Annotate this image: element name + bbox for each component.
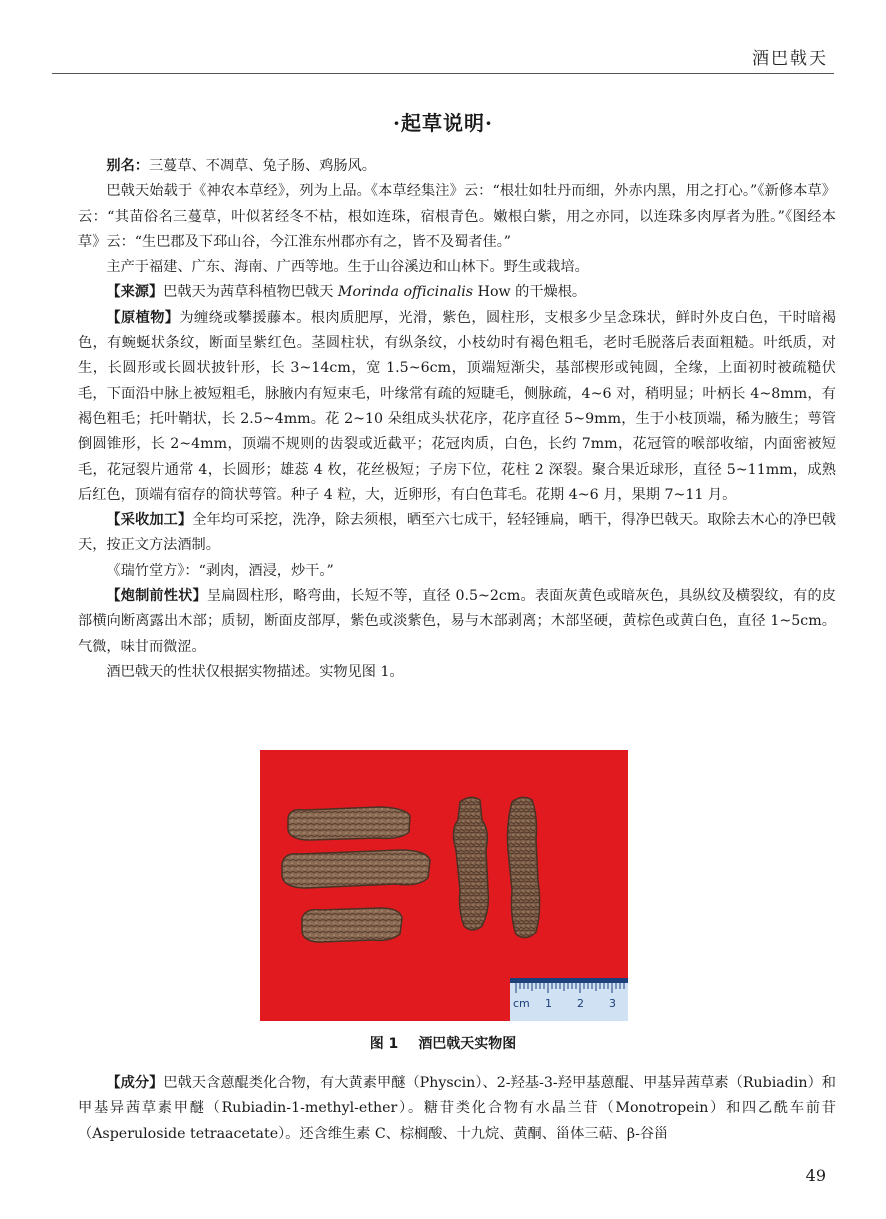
harvest-text: 全年均可采挖，洗净，除去须根，晒至六七成干，轻轻锤扁，晒干，得净巴戟天。取除去木心的净巴戟天，按正文方法酒制。 (78, 512, 836, 554)
main-body (78, 154, 836, 685)
specimen-photo (260, 750, 628, 1021)
component-paragraph (78, 1071, 836, 1147)
component-label: 【成分】 (106, 1075, 164, 1091)
ruler (510, 978, 628, 1021)
component-text: 巴戟天含蒽醌类化合物，有大黄素甲醚（Physcin）、2-羟基-3-羟甲基蒽醌、甲基异茜草素（Rubiadin）和甲基异茜草素甲醚（Rubiadin-1-methyl-ether）。糖苷类化合物有水晶兰苷（Monotropein）和四乙酰车前苷（Asperuloside tetraacetate）。还含维生素 C、棕榈酸、十九烷、黄酮、甾体三萜、β-谷甾 (78, 1075, 836, 1142)
ruler-label-3: 3 (609, 997, 616, 1010)
ruler-label-2: 2 (577, 997, 584, 1010)
quote-paragraph: 《瑞竹堂方》：“剥肉，酒浸，炒干。” (106, 562, 334, 579)
specimen-photo-drawing (260, 750, 628, 1021)
plant-paragraph (78, 306, 836, 508)
ruler-label-cm: cm (513, 997, 530, 1010)
distribution-paragraph: 主产于福建、广东、海南、广西等地。生于山谷溪边和山林下。野生或栽培。 (106, 259, 589, 276)
source-label: 【来源】 (106, 284, 164, 301)
character-text: 呈扁圆柱形，略弯曲，长短不等，直径 0.5~2cm。表面灰黄色或暗灰色，具纵纹及横裂纹，有的皮部横向断离露出木部；质韧，断面皮部厚，紫色或淡紫色，易与木部剥离；木部坚硬，黄棕色或黄白色，直径 1~5cm。气微，味甘而微涩。 (78, 588, 836, 655)
ruler-label-1: 1 (545, 997, 552, 1010)
history-paragraph: 巴戟天始载于《神农本草经》，列为上品。《本草经集注》云：“根壮如牡丹而细，外赤内黑，用之打心。”《新修本草》云：“其苗俗名三蔓草，叶似茗经冬不枯，根如连珠，宿根青色。嫩根白紫，用之亦同，以连珠多肉厚者为胜。”《图经本草》云：“生巴郡及下邳山谷，今江淮东州郡亦有之，皆不及蜀者佳。” (78, 183, 836, 250)
header-rule (52, 73, 834, 74)
alias-label: 别名： (106, 158, 149, 174)
root-piece-5 (508, 797, 540, 937)
harvest-label: 【采收加工】 (106, 512, 193, 529)
source-paragraph (78, 280, 836, 305)
page-number: 49 (805, 1166, 826, 1185)
plant-text: 为缠绕或攀援藤本。根肉质肥厚，光滑，紫色，圆柱形，支根多少呈念珠状，鲜时外皮白色，干时暗褐色，有蜿蜒状条纹，断面呈紫红色。茎圆柱状，有纵条纹，小枝幼时有褐色粗毛，老时毛脱落后表面粗糙。叶纸质，对生，长圆形或长圆状披针形，长 3~14cm，宽 1.5~6cm，顶端短渐尖，基部楔形或钝圆，全缘，上面初时被疏糙伏毛，下面沿中脉上被短粗毛，脉腋内有短束毛，叶缘常有疏的短睫毛，侧脉疏，4~6 对，稍明显；叶柄长 4~8mm，有褐色粗毛；托叶鞘状，长 2.5~4mm。花 2~10 朵组成头状花序，花序直径 5~9mm，生于小枝顶端，稀为腋生；萼管倒圆锥形，长 2~4mm，顶端不规则的齿裂或近截平；花冠肉质，白色，长约 7mm，花冠管的喉部收缩，内面密被短毛，花冠裂片通常 4，长圆形；雄蕊 4 枚，花丝极短；子房下位，花柱 2 深裂。聚合果近球形，直径 5~11mm，成熟后红色，顶端有宿存的筒状萼管。种子 4 粒，大，近卵形，有白色茸毛。花期 4~6 月，果期 7~11 月。 (78, 309, 836, 503)
harvest-paragraph (78, 508, 836, 559)
note-paragraph: 酒巴戟天的性状仅根据实物描述。实物见图 1。 (106, 663, 404, 680)
source-latin-name: Morinda officinalis (337, 284, 474, 301)
component-section (78, 1071, 836, 1147)
alias-text: 三蔓草、不凋草、兔子肠、鸡肠风。 (148, 158, 376, 174)
character-label: 【炮制前性状】 (106, 588, 207, 605)
plant-label: 【原植物】 (106, 309, 180, 326)
alias-paragraph (78, 154, 836, 179)
figure-caption (0, 1033, 886, 1053)
character-paragraph (78, 584, 836, 660)
source-text-b: How 的干燥根。 (473, 284, 587, 301)
figure-caption-text: 酒巴戟天实物图 (418, 1036, 517, 1052)
figure-caption-number: 图 1 (369, 1036, 399, 1052)
source-text-a: 巴戟天为茜草科植物巴戟天 (163, 284, 338, 301)
running-header-title: 酒巴戟天 (752, 49, 828, 69)
section-title: ·起草说明· (393, 111, 493, 135)
root-piece-1 (288, 807, 410, 840)
root-piece-3 (302, 908, 402, 942)
root-piece-2 (282, 850, 430, 888)
